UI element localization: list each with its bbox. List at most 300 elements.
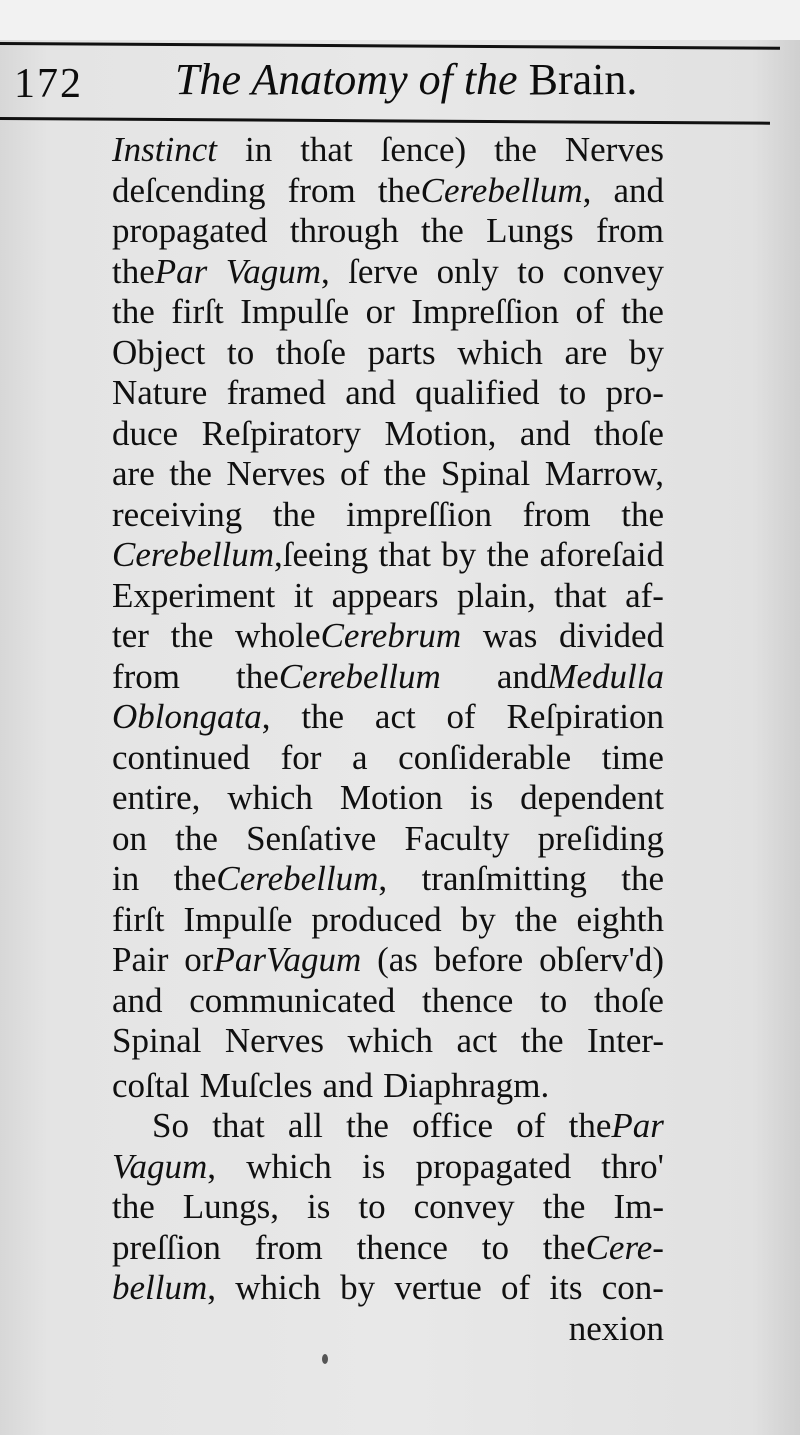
word-group [189, 981, 395, 1022]
word-group [112, 1066, 190, 1107]
word: thence [356, 1227, 448, 1267]
text-line [112, 697, 664, 738]
word-group [613, 1187, 664, 1228]
word: Motion [339, 778, 443, 817]
word-group [434, 940, 523, 981]
word: Cere- [585, 1227, 664, 1267]
word: the [112, 251, 155, 291]
word: it [293, 575, 314, 615]
word: Marrow, [544, 454, 664, 493]
word-group [520, 778, 664, 819]
text-line [112, 576, 664, 617]
word-group [457, 576, 536, 617]
word: divided [559, 616, 664, 655]
word-group [112, 576, 275, 617]
word: preſiding [537, 818, 664, 858]
text-line [112, 1268, 664, 1309]
word-group [255, 1228, 323, 1269]
word: are [564, 332, 608, 372]
word: or [184, 940, 214, 979]
word: qualified [415, 373, 540, 412]
word: Motion, [384, 413, 497, 453]
word-group [447, 697, 476, 738]
word: which [235, 1268, 321, 1307]
word: , [207, 1146, 217, 1186]
word-group [482, 1228, 509, 1269]
word-group [379, 535, 431, 576]
word: , [320, 251, 330, 291]
word-group [394, 1268, 481, 1309]
word-group [175, 819, 218, 860]
word: Cerebellum [278, 656, 441, 696]
word-group [112, 211, 267, 252]
word: thro' [601, 1146, 664, 1186]
word-group [236, 657, 441, 698]
word: af- [625, 575, 664, 615]
word-group [357, 1228, 448, 1269]
word: the [486, 535, 530, 574]
word: of [516, 1106, 546, 1145]
word-group [345, 373, 396, 414]
word-group [212, 1106, 264, 1147]
word: that [378, 535, 432, 574]
word: the [621, 859, 664, 898]
word: appears [331, 575, 439, 615]
word: coſtal [112, 1065, 190, 1105]
word: Medulla [547, 656, 664, 696]
word: of [501, 1268, 531, 1307]
word-group [112, 940, 168, 981]
word: through [289, 211, 399, 250]
word: impreſſion [346, 494, 492, 534]
word-group [381, 130, 466, 171]
word: by [340, 1268, 376, 1307]
running-head-italic: The Anatomy of the [175, 55, 518, 104]
word: a [352, 737, 368, 777]
word: the [272, 494, 316, 534]
word: Par [154, 251, 208, 291]
word-group [112, 778, 200, 819]
word-group [112, 859, 139, 900]
word-group [569, 1106, 664, 1147]
text-line [112, 211, 664, 252]
word: Pair [112, 940, 169, 979]
word: , [582, 170, 592, 210]
word: and [345, 373, 396, 412]
word-group [226, 252, 330, 293]
word-group [112, 333, 205, 374]
word-group [594, 414, 664, 455]
word-group [613, 171, 664, 212]
word: from [522, 494, 591, 534]
word: act [456, 1021, 498, 1060]
word-group [383, 1066, 549, 1107]
scan-margin [0, 0, 800, 40]
word-group [346, 1106, 389, 1147]
word-group [554, 576, 606, 617]
word: vertue [394, 1268, 482, 1307]
word-group [378, 171, 592, 212]
word-group [461, 900, 496, 941]
word-group [112, 697, 270, 738]
word-group [346, 495, 492, 536]
word: obſerv'd) [539, 940, 664, 979]
word-group [294, 576, 313, 617]
word-group [523, 495, 591, 536]
word: the [173, 859, 217, 898]
text-line [112, 819, 664, 860]
word: communicated [189, 980, 396, 1020]
word: convey [413, 1187, 515, 1226]
word-group [226, 454, 325, 495]
word: and [112, 980, 163, 1020]
word: thence [422, 980, 514, 1020]
word-group [486, 211, 574, 252]
word: eighth [576, 899, 664, 939]
word: propagated [112, 211, 268, 250]
word-group [235, 1268, 321, 1309]
word-group [112, 454, 155, 495]
text-line [112, 616, 664, 657]
word-group [348, 252, 418, 293]
word: ,ſeeing [274, 535, 369, 574]
word-group [112, 535, 368, 576]
word: the [301, 697, 345, 736]
word: entire, [112, 778, 201, 817]
word-group [340, 1268, 375, 1309]
word: of [575, 292, 605, 331]
word: firſt [171, 292, 224, 331]
word-group [112, 616, 149, 657]
word-group [587, 1021, 664, 1062]
word: firſt [112, 899, 165, 939]
word-group [538, 819, 664, 860]
word-group [184, 940, 361, 981]
word: Spinal [112, 1021, 202, 1060]
word-group [288, 171, 356, 212]
word-group [540, 981, 567, 1022]
word: Faculty [404, 818, 510, 858]
word: to [358, 1187, 386, 1226]
word: the [542, 1187, 586, 1226]
word: the [112, 1187, 155, 1226]
word: Cerebellum [112, 535, 274, 574]
word: was [482, 616, 538, 655]
word: Senſative [246, 818, 377, 858]
word-group [415, 373, 539, 414]
word-group [515, 900, 558, 941]
word-group [340, 778, 443, 819]
word-group [184, 900, 293, 941]
word: Lungs [486, 211, 574, 250]
word: of [339, 454, 370, 493]
word: the [520, 1021, 564, 1060]
word: the [494, 130, 537, 169]
word-group [483, 616, 537, 657]
word: Cerebellum [216, 859, 379, 898]
word-group [246, 819, 376, 860]
word: duce [112, 413, 179, 453]
word-group [516, 1106, 545, 1147]
word: aforeſaid [539, 535, 664, 574]
word-group [112, 171, 266, 212]
word: that [300, 130, 353, 169]
word: convey [562, 251, 664, 291]
word: the [514, 899, 558, 939]
word: from [287, 170, 356, 210]
word-group [112, 1228, 221, 1269]
ink-speck [322, 1354, 328, 1364]
word: the [421, 211, 464, 250]
word: Muſcles [199, 1065, 313, 1105]
word: from [595, 211, 664, 250]
word-group [202, 414, 361, 455]
word: which [227, 778, 313, 817]
word-group [494, 130, 537, 171]
word-group [227, 778, 313, 819]
text-line [112, 252, 664, 293]
text-line [112, 981, 664, 1022]
word: is [362, 1146, 386, 1186]
word-group [543, 1187, 586, 1228]
text-line [112, 1228, 664, 1269]
word-group [412, 1106, 493, 1147]
word-group [362, 1147, 385, 1188]
word: and [322, 1065, 374, 1105]
word-group [112, 981, 163, 1022]
word-group [602, 1268, 664, 1309]
word-group [112, 130, 217, 171]
word-group [276, 333, 346, 374]
word-group [171, 292, 223, 333]
word-group [625, 576, 664, 617]
word: only [436, 251, 499, 291]
text-line [112, 940, 664, 981]
word: of [446, 697, 476, 736]
word-group [169, 454, 212, 495]
word-group [301, 697, 344, 738]
word-group [596, 211, 664, 252]
word-group [171, 616, 214, 657]
word: time [601, 737, 664, 777]
word-group [112, 738, 250, 779]
word: Experiment [112, 575, 276, 615]
word: So [152, 1106, 189, 1145]
word-group [288, 1106, 323, 1147]
word: on [112, 818, 147, 858]
word: which [246, 1146, 332, 1186]
word-group [621, 859, 664, 900]
word: Spinal [440, 454, 531, 493]
word-group [246, 1147, 332, 1188]
word: Im- [613, 1187, 664, 1226]
word-group [539, 940, 664, 981]
text-line [112, 859, 664, 900]
word: plain, [456, 575, 536, 615]
word-group [457, 333, 543, 374]
word-group [398, 738, 571, 779]
word-group [594, 981, 664, 1022]
word: to [481, 1227, 509, 1267]
word-group [281, 738, 322, 779]
word: by [441, 535, 477, 574]
word: the [169, 454, 212, 493]
word: before [433, 940, 524, 979]
word: (as [377, 940, 418, 979]
word-group [352, 738, 368, 779]
word-group [543, 1228, 664, 1269]
word: the [568, 1106, 612, 1145]
word: is [469, 778, 494, 817]
text-line [112, 738, 664, 779]
word: all [287, 1106, 323, 1145]
word-group [227, 333, 254, 374]
word: preſſion [112, 1227, 221, 1267]
word: Impulſe [240, 292, 350, 331]
word-group [112, 900, 164, 941]
word-group [545, 454, 664, 495]
word: Oblongata [112, 697, 262, 736]
word: Diaphragm. [383, 1065, 550, 1105]
top-rule [0, 42, 780, 50]
word-group [441, 535, 476, 576]
word: for [280, 737, 322, 777]
word-group [384, 454, 427, 495]
word-group [174, 859, 388, 900]
word: from [112, 656, 181, 696]
text-line [112, 414, 664, 455]
word-group [225, 1021, 324, 1062]
word: Nature [112, 373, 208, 412]
text-line [112, 535, 664, 576]
word-group [540, 535, 664, 576]
word: bellum [112, 1268, 208, 1307]
word: that [554, 575, 607, 615]
word-group [290, 211, 399, 252]
word: in [244, 130, 273, 169]
word-group [501, 1268, 530, 1309]
word-group [559, 373, 586, 414]
word-group [375, 697, 416, 738]
word: and [496, 656, 548, 696]
word: the [170, 616, 214, 655]
word: Cerebellum [420, 170, 583, 210]
text-line [112, 1066, 664, 1107]
word: the [621, 494, 664, 534]
text-line [112, 1021, 664, 1062]
word-group [602, 738, 664, 779]
word-group [606, 373, 664, 414]
word: ter [112, 616, 149, 655]
word-group [621, 495, 664, 536]
word: and [613, 170, 664, 210]
text-line [112, 1106, 664, 1147]
word: Reſpiratory [201, 413, 362, 453]
word-group [517, 252, 544, 293]
word: the [621, 292, 664, 331]
word-group [507, 697, 664, 738]
word: the [346, 1106, 389, 1145]
word: parts [367, 332, 436, 372]
word-group [366, 292, 395, 333]
word-group [565, 333, 608, 374]
word: , [261, 697, 271, 736]
word-group [441, 454, 530, 495]
word: Cerebrum [320, 616, 462, 655]
word-group [311, 900, 441, 941]
word-group [470, 778, 493, 819]
word-group [437, 252, 499, 293]
word: thoſe [275, 332, 346, 372]
text-line [112, 454, 664, 495]
word: Impreſſion [411, 292, 560, 331]
word: Instinct [112, 130, 217, 169]
word: framed [226, 373, 326, 412]
word-group [549, 1268, 582, 1309]
word: , [378, 859, 388, 898]
word-group [332, 576, 439, 617]
word-group [112, 1268, 216, 1309]
text-line [112, 373, 664, 414]
word: are [112, 454, 155, 493]
word-group [235, 616, 461, 657]
word-group [577, 900, 664, 941]
word-group [112, 819, 147, 860]
word: continued [112, 737, 251, 777]
word: to [517, 251, 545, 291]
word: in [112, 859, 140, 898]
word-group [112, 657, 180, 698]
text-line [112, 333, 664, 374]
word-group [422, 859, 587, 900]
word-group [563, 252, 664, 293]
text-line [112, 657, 664, 698]
word: which [457, 332, 543, 372]
word: pro- [605, 373, 664, 412]
word-group [112, 292, 155, 333]
word: , [207, 1268, 217, 1307]
text-line [112, 495, 664, 536]
word: the [383, 454, 427, 493]
word: which [347, 1021, 434, 1060]
word: Nerves [564, 130, 664, 169]
header-rule [0, 117, 770, 125]
word-group [411, 292, 559, 333]
word-group [112, 1147, 216, 1188]
word-group [497, 657, 664, 698]
word: that [212, 1106, 265, 1145]
word-group [487, 535, 530, 576]
word: Impulſe [183, 899, 293, 939]
word: Vagum [225, 251, 321, 291]
word: ParVagum [213, 940, 362, 979]
word: the [112, 292, 155, 331]
word: act [374, 697, 416, 736]
word-group [629, 333, 664, 374]
word: to [226, 332, 255, 372]
word-group [421, 211, 464, 252]
word-group [112, 414, 178, 455]
word-group [112, 252, 207, 293]
word-group [183, 1187, 279, 1228]
word: office [412, 1106, 494, 1145]
word: ſence) [380, 130, 467, 169]
word: con- [601, 1268, 664, 1307]
word-group [414, 1187, 515, 1228]
word: receiving [112, 494, 243, 534]
word-group [576, 292, 605, 333]
word: propagated [415, 1146, 572, 1186]
